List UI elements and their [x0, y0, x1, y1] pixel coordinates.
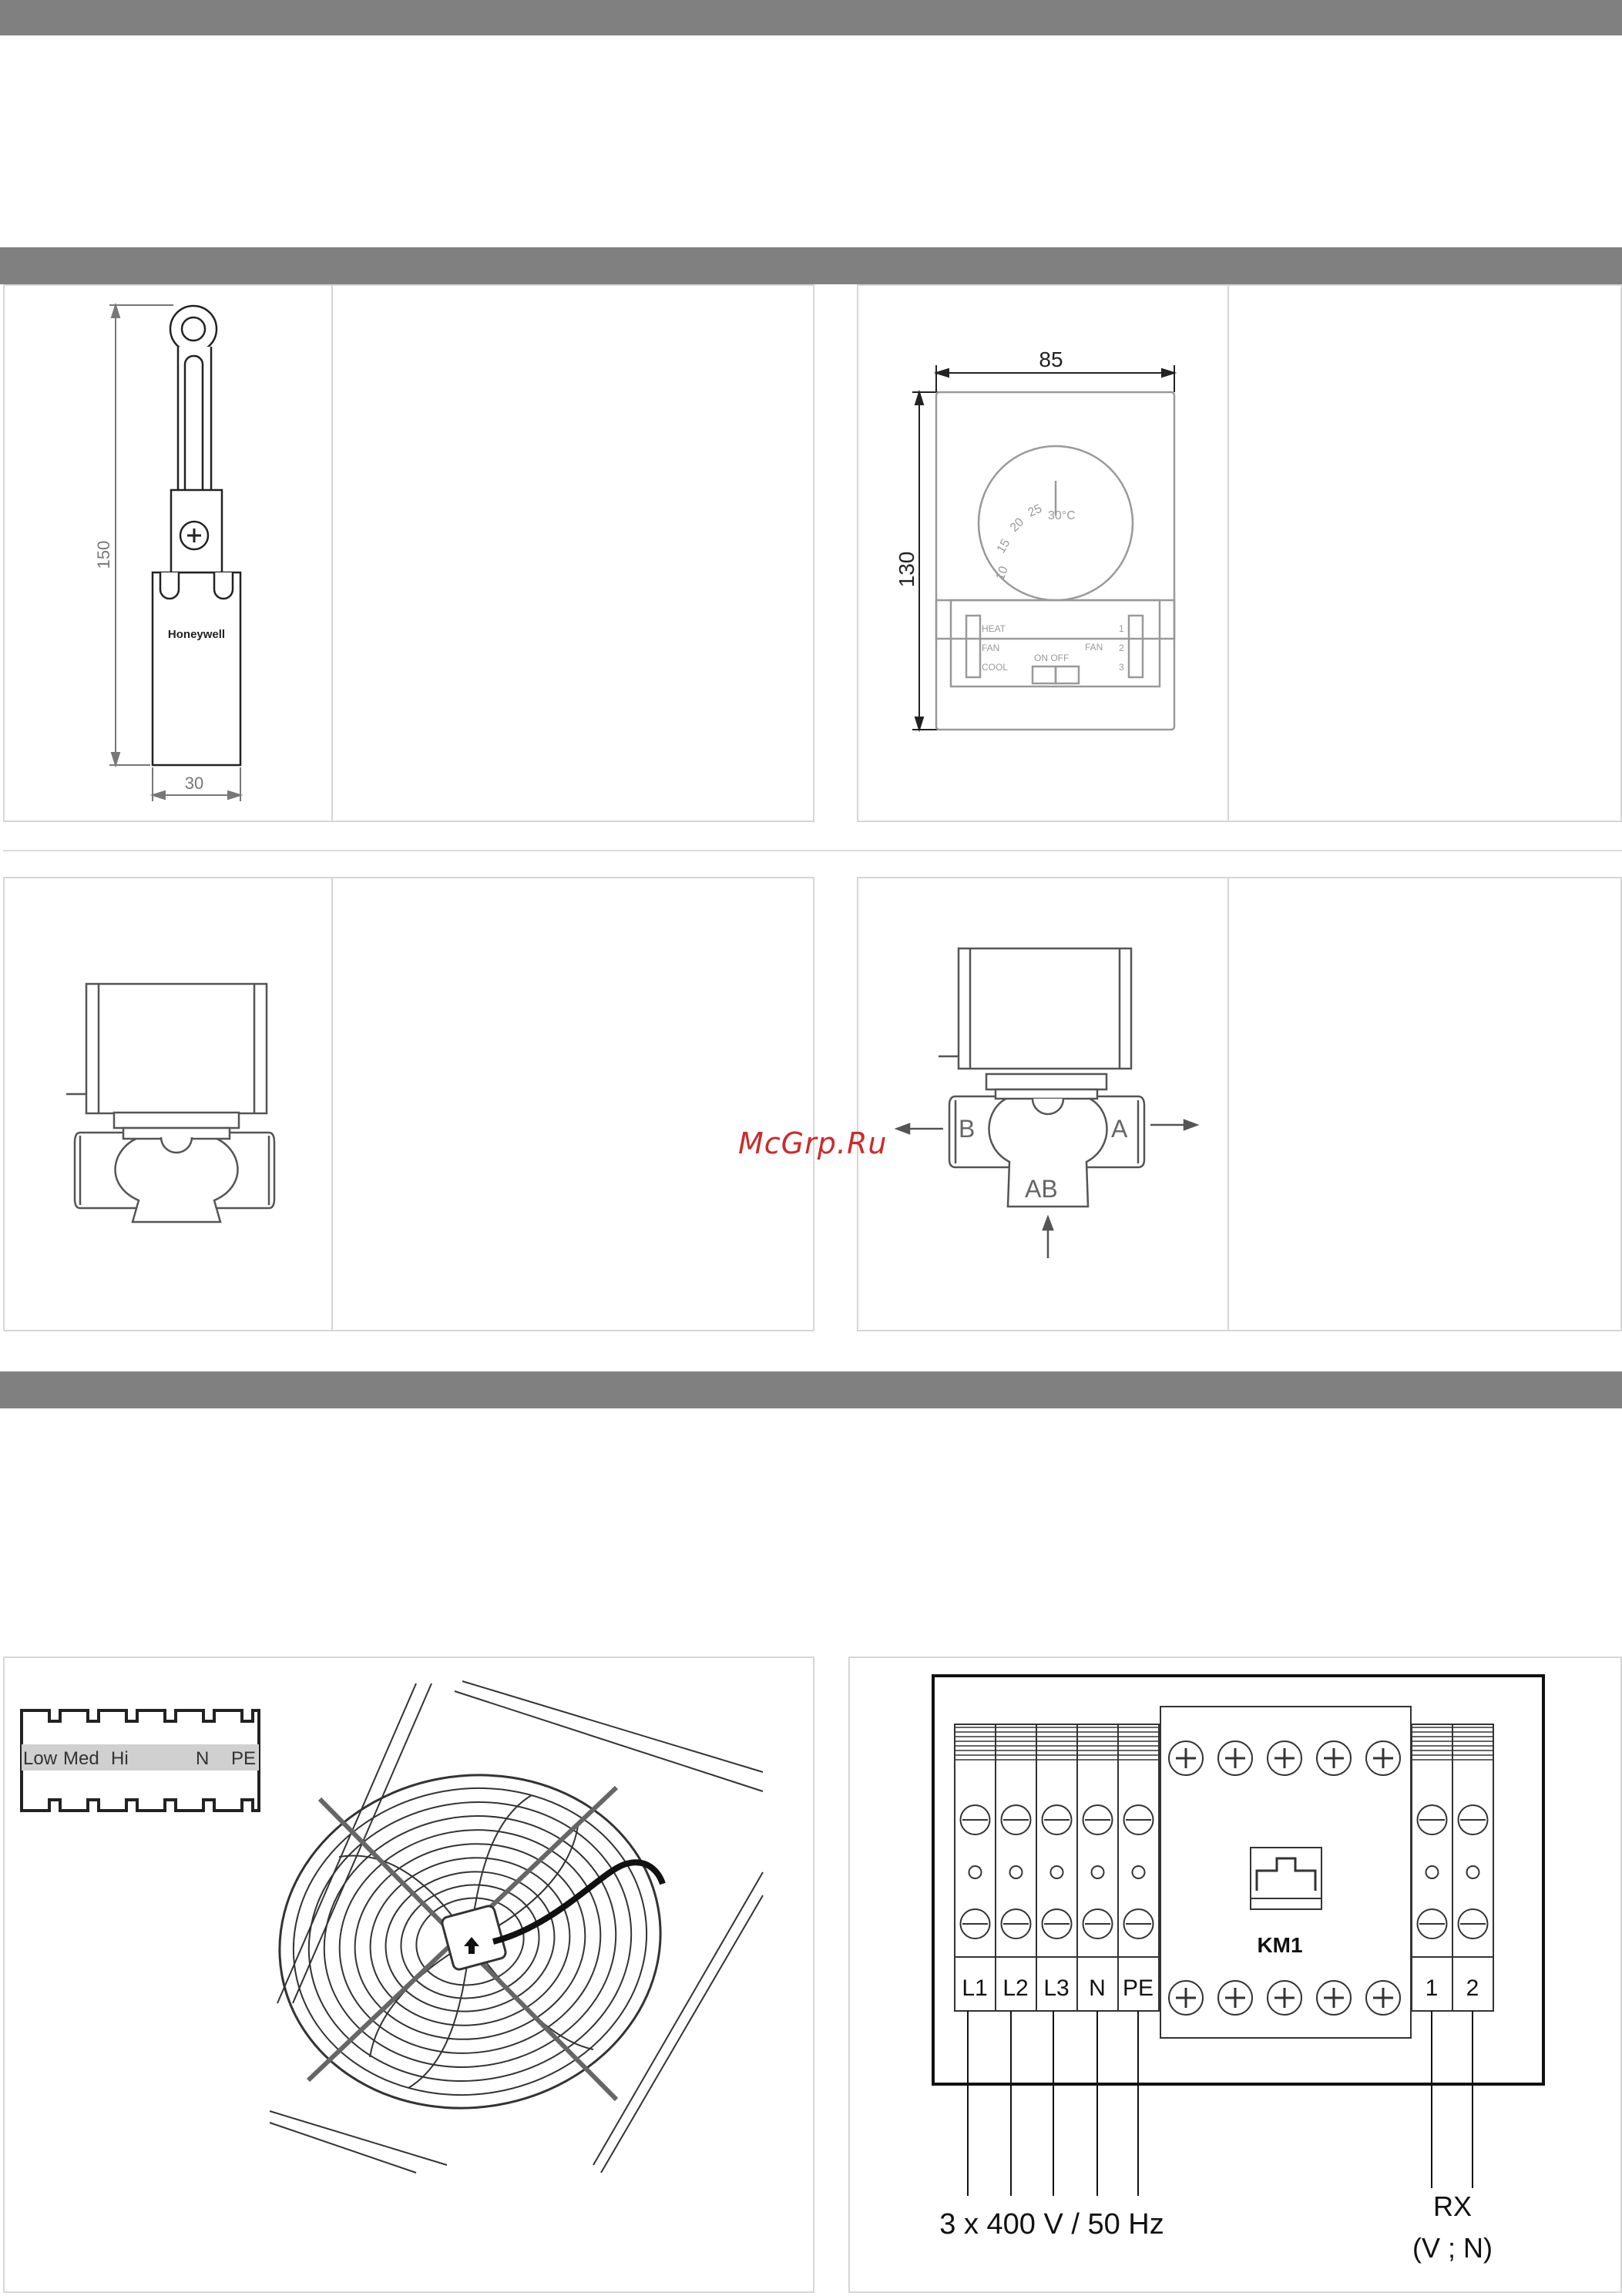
- mode-fan-label: FAN: [982, 643, 1000, 653]
- rx-sub-label: (V ; N): [1412, 2232, 1493, 2264]
- terminal-block: [996, 1724, 1036, 2011]
- thermostat-height-dim: 130: [895, 551, 918, 588]
- connector-hi: Hi: [111, 1748, 129, 1769]
- contactor-screw: [1169, 1741, 1203, 1775]
- terminal-block: [1452, 1724, 1493, 2011]
- limit-switch-width-dim: 30: [184, 774, 204, 793]
- connector-pe: PE: [231, 1748, 257, 1769]
- connector-n: N: [196, 1748, 210, 1769]
- contactor-screw: [1317, 1981, 1351, 2015]
- mode-cool-label: COOL: [982, 662, 1009, 673]
- connector-med: Med: [63, 1748, 99, 1769]
- rx-label: RX: [1432, 2190, 1473, 2222]
- limit-switch-drawing: [0, 0, 331, 817]
- thermostat-drawing: [857, 284, 1229, 822]
- contactor-screw: [1169, 1981, 1203, 2015]
- valve-3way-drawing: [857, 877, 1229, 1331]
- contactor-screw: [1366, 1741, 1400, 1775]
- terminal-block: [955, 1724, 996, 2011]
- fan-speed-label: FAN: [1085, 642, 1103, 653]
- valve-2way-drawing: [3, 877, 333, 1331]
- contactor-label: KM1: [1257, 1933, 1303, 1957]
- on-off-label: ON OFF: [1034, 653, 1070, 663]
- terminal-l2: L2: [1002, 1975, 1029, 2001]
- terminal-block: [1412, 1724, 1452, 2011]
- contactor-screw: [1366, 1981, 1400, 2015]
- fan-motor-illustration: [262, 1680, 771, 2180]
- header-bar-wiring: [0, 1371, 1622, 1408]
- terminal-n: N: [1089, 1975, 1106, 2001]
- terminal-l1: L1: [962, 1975, 988, 2001]
- contactor-screw: [1268, 1981, 1301, 2015]
- port-b-label: B: [959, 1115, 976, 1143]
- watermark: McGrp.Ru: [738, 1126, 888, 1160]
- fan-speed-1: 1: [1119, 623, 1124, 634]
- connector-low: Low: [23, 1748, 58, 1769]
- port-ab-label: AB: [1025, 1175, 1058, 1203]
- wiring-diagram: [848, 1657, 1622, 2293]
- terminal-2: 2: [1466, 1975, 1479, 2001]
- terminal-1: 1: [1425, 1975, 1439, 2001]
- dial-mark-30: 30°C: [1048, 509, 1076, 522]
- terminal-block: [1036, 1724, 1077, 2011]
- mode-heat-label: HEAT: [982, 623, 1006, 634]
- dial-mark-15: 15: [994, 537, 1013, 556]
- terminal-l3: L3: [1043, 1975, 1070, 2001]
- terminal-pe: PE: [1122, 1975, 1154, 2001]
- contactor-screw: [1218, 1981, 1252, 2015]
- fan-speed-2: 2: [1119, 643, 1124, 653]
- limit-switch-height-dim: 150: [94, 540, 113, 569]
- dial-mark-20: 20: [1007, 515, 1027, 535]
- port-a-label: A: [1111, 1115, 1128, 1143]
- fan-speed-3: 3: [1119, 662, 1124, 673]
- contactor-screw: [1218, 1741, 1252, 1775]
- thermostat-width-dim: 85: [1039, 347, 1063, 371]
- contactor-screw: [1317, 1741, 1351, 1775]
- contactor-screw: [1268, 1741, 1301, 1775]
- terminal-block: [1077, 1724, 1118, 2011]
- motor-connector-strip: [20, 1709, 260, 1812]
- dial-mark-10: 10: [993, 564, 1011, 582]
- limit-switch-brand: Honeywell: [167, 628, 226, 641]
- section-divider: [3, 850, 1622, 851]
- supply-label: 3 x 400 V / 50 Hz: [939, 2208, 1164, 2241]
- terminal-block: [1118, 1724, 1159, 2011]
- dial-mark-25: 25: [1026, 502, 1044, 520]
